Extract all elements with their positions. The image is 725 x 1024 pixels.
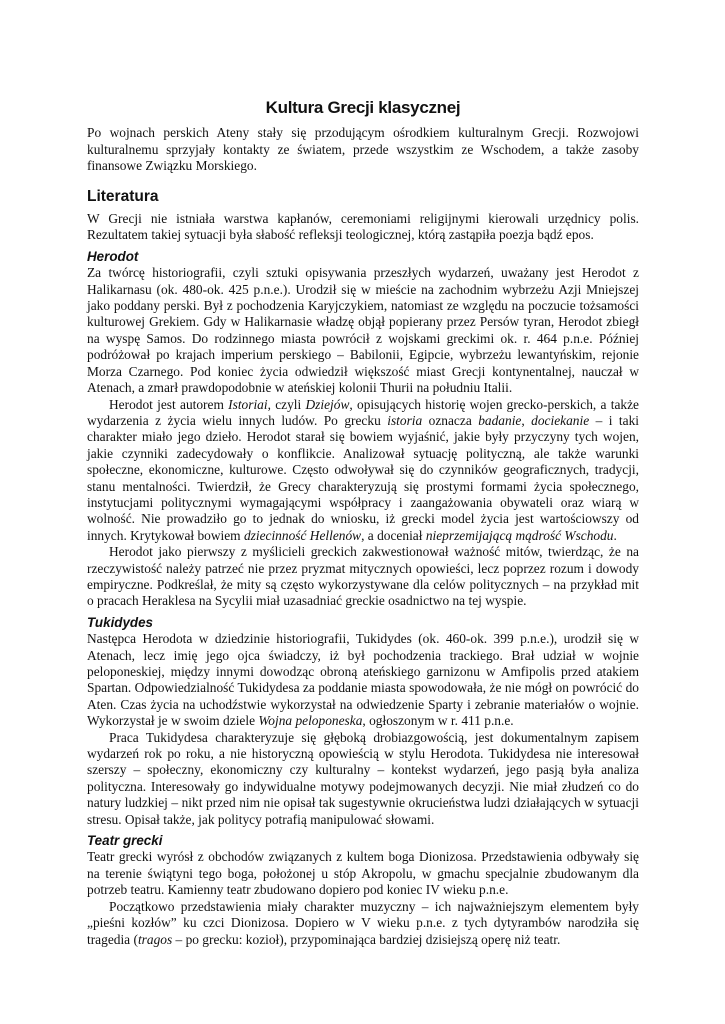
tukidydes-paragraph-1: Następca Herodota w dziedzinie historiografii, Tukidydes (ok. 460-ok. 399 p.n.e.), urodził się w Atenach, lecz imię jego ojca świadczy, iż był pochodzenia trackiego. Brał udział w wojnie peloponeskiej, między innymi dowodząc obroną ateńskiego garnizonu w Amfipolis przed atakiem Spartan. Odpowiedzialność Tukidydesa za poddanie miasta spowodowała, że nie mógł on powrócić do Aten. Czas życia na uchodźstwie wykorzystał na odwiedzenie Sparty i zebranie materiałów o wojnie. Wykorzystał je w swoim dziele Wojna peloponeska, ogłoszonym w r. 411 p.n.e.	[87, 631, 639, 729]
document-title: Kultura Grecji klasycznej	[265, 98, 461, 117]
teatr-paragraph-1: Teatr grecki wyrósł z obchodów związanych z kultem boga Dionizosa. Przedstawienia odbywały się na terenie świątyni tego boga, położonej u stóp Akropolu, w gmachu specjalnie zbudowanym dla potrzeb teatru. Kamienny teatr zbudowano dopiero pod koniec IV wieku p.n.e.	[87, 849, 639, 898]
herodot-paragraph-1: Za twórcę historiografii, czyli sztuki opisywania przeszłych wydarzeń, uważany jest Herodot z Halikarnasu (ok. 480-ok. 425 p.n.e.). Urodził się w mieście na zachodnim wybrzeżu Azji Mniejszej jako poddany perski. Był z pochodzenia Karyjczykiem, natomiast ze względu na poczucie tożsamości kulturowej Grekiem. Gdy w Halikarnasie władzę objął popierany przez Persów tyran, Herodot zbiegł na wyspę Samos. Do rodzinnego miasta powrócił z wojskami greckimi ok. r. 464 p.n.e. Później podróżował po krajach imperium perskiego – Babilonii, Egipcie, wybrzeżu lewantyńskim, rejonie Morza Czarnego. Pod koniec życia odwiedził większość miast Grecji kontynentalnej, nauczał w Atenach, a zmarł prawdopodobnie w ateńskiej kolonii Thurii na południu Italii.	[87, 265, 639, 396]
intro-paragraph: Po wojnach perskich Ateny stały się przodującym ośrodkiem kulturalnym Grecji. Rozwojowi kulturalnemu sprzyjały kontakty ze światem, przede wszystkim ze Wschodem, a także zasoby finansowe Związku Morskiego.	[87, 125, 639, 174]
subsection-heading-tukidydes: Tukidydes	[87, 614, 153, 630]
herodot-paragraph-3: Herodot jako pierwszy z myślicieli greckich zakwestionował ważność mitów, twierdząc, że na rzeczywistość należy patrzeć nie przez pryzmat mitycznych opowieści, lecz poprzez rozum i dowody empiryczne. Podkreślał, że mity są często wykorzystywane dla celów politycznych – na przykład mit o pracach Heraklesa na Sycylii miał uzasadniać greckie osadnictwo na tej wyspie.	[87, 544, 639, 609]
tukidydes-paragraph-2: Praca Tukidydesa charakteryzuje się głęboką drobiazgowością, jest dokumentalnym zapisem wydarzeń rok po roku, a nie historyczną opowieścią w stylu Herodota. Tukidydesa nie interesował szerszy – społeczny, ekonomiczny czy kulturalny – kontekst wydarzeń, jego pasją była analiza polityczna. Interesowały go indywidualne motywy podejmowanych decyzji. Nie miał złudzeń co do natury ludzkiej – nikt przed nim nie opisał tak sugestywnie okrucieństwa ludzi działających w sytuacji stresu. Opisał także, jak politycy potrafią manipulować słowami.	[87, 729, 639, 827]
subsection-heading-herodot: Herodot	[87, 248, 139, 264]
document-page	[87, 92, 639, 948]
literatura-paragraph: W Grecji nie istniała warstwa kapłanów, ceremoniami religijnymi kierowali urzędnicy polis. Rezultatem takiej sytuacji była słabość refleksji teologicznej, którą zastąpiła poezja bądź epos.	[87, 211, 639, 243]
herodot-paragraph-2: Herodot jest autorem Istoriai, czyli Dziejów, opisujących historię wojen grecko-perskich, a także wydarzenia z życia wielu innych ludów. Po grecku istoria oznacza badanie, dociekanie – i taki charakter miało jego dzieło. Herodot starał się bowiem wyjaśnić, jakie były przyczyny tych wojen, jakie czynniki zadecydowały o konflikcie. Analizował sytuację polityczną, ale także warunki społeczne, ekonomiczne, kulturowe. Często odwoływał się do czynników geograficznych, tradycji, stanu mentalności. Twierdził, że Grecy charakteryzują się prostymi formami życia społecznego, instytucjami politycznymi wymagającymi współpracy i zaangażowania obywateli oraz wiarą w wolność. Nie prowadziło go to jednak do wniosku, iż grecki model życia jest wartościowszy od innych. Krytykował bowiem dziecinność Hellenów, a doceniał nieprzemijającą mądrość Wschodu.	[87, 396, 639, 543]
subsection-heading-teatr: Teatr grecki	[87, 833, 163, 849]
section-heading-literatura: Literatura	[87, 187, 159, 205]
teatr-paragraph-2: Początkowo przedstawienia miały charakter muzyczny – ich najważniejszym elementem były „pieśni kozłów” ku czci Dionizosa. Dopiero w V wieku p.n.e. z tych dytyrambów narodziła się tragedia (tragos – po grecku: kozioł), przypominająca bardziej dzisiejszą operę niż teatr.	[87, 898, 639, 947]
